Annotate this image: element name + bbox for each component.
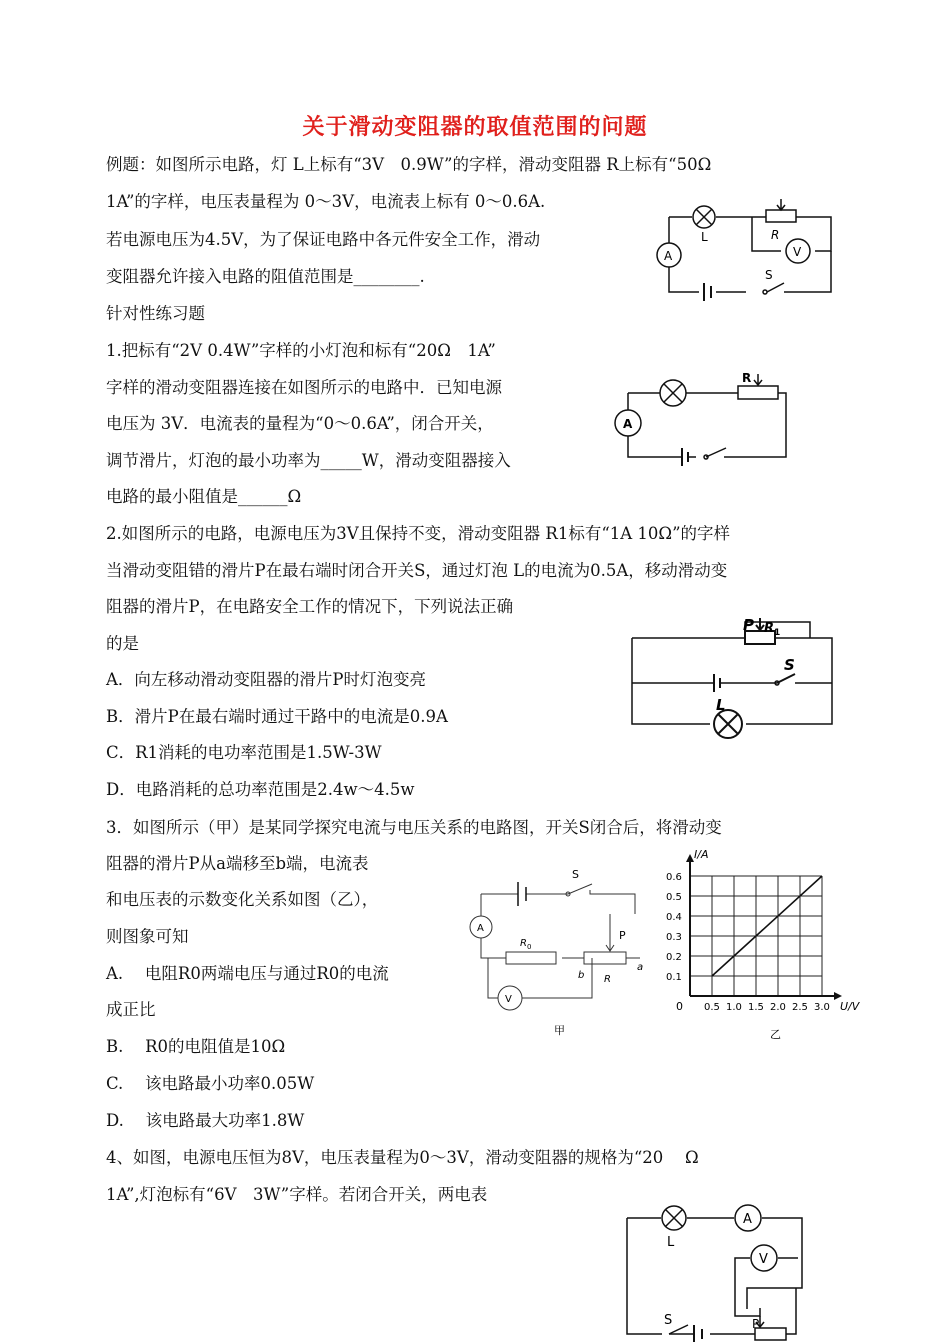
- text-line: 4、如图，电源电压恒为8V，电压表量程为0～3V，滑动变阻器的规格为“20 Ω: [106, 1148, 699, 1167]
- text-line: 3．如图所示（甲）是某同学探究电流与电压关系的电路图，开关S闭合后，将滑动变: [106, 818, 722, 837]
- y-tick-label: 0.5: [666, 892, 682, 903]
- text-line: 1.把标有“2V 0.4W”字样的小灯泡和标有“20Ω 1A”: [106, 341, 496, 360]
- lamp-label: L: [701, 230, 708, 244]
- slider-arrow-icon: [606, 914, 614, 951]
- slider-label: P: [743, 616, 754, 634]
- text-line: 1A”,灯泡标有“6V 3W”字样。若闭合开关，两电表: [106, 1185, 488, 1204]
- option-a: A．向左移动滑动变阻器的滑片P时灯泡变亮: [106, 670, 427, 689]
- text-line: 和电压表的示数变化关系如图（乙），: [106, 890, 379, 909]
- resistor-label: R: [520, 938, 527, 949]
- rheostat-label: R: [764, 621, 775, 636]
- y-tick-label: 0.6: [666, 872, 682, 883]
- lamp-icon: [662, 1206, 686, 1230]
- rheostat-label: R: [604, 974, 611, 985]
- text-line: 调节滑片，灯泡的最小功率为_____W，滑动变阻器接入: [106, 451, 511, 470]
- option-c: C．R1消耗的电功率范围是1.5W-3W: [106, 743, 382, 762]
- switch-label: S: [664, 1313, 673, 1328]
- slider-label: P: [752, 1317, 760, 1331]
- battery-icon: [714, 674, 720, 692]
- option-c: C. 该电路最小功率0.05W: [106, 1074, 315, 1093]
- ammeter-label: A: [743, 1212, 752, 1227]
- text-line: 成正比: [106, 1000, 156, 1019]
- x-tick-label: 1.0: [726, 1002, 742, 1013]
- x-axis-arrow-icon: [834, 992, 842, 1000]
- option-d: D. 该电路最大功率1.8W: [106, 1111, 305, 1130]
- x-axis-label: U/V: [840, 1000, 860, 1013]
- end-a-label: a: [637, 962, 644, 973]
- origin-label: 0: [676, 1000, 683, 1013]
- rheostat-icon: [738, 386, 778, 399]
- y-axis-label: I/A: [694, 848, 709, 861]
- voltmeter-label: V: [793, 245, 802, 259]
- x-tick-label: 0.5: [704, 1002, 720, 1013]
- voltmeter-label: V: [759, 1252, 768, 1267]
- section-heading: 针对性练习题: [106, 304, 205, 323]
- switch-label: S: [784, 656, 795, 674]
- ammeter-label: A: [623, 417, 633, 431]
- x-tick-label: 2.0: [770, 1002, 786, 1013]
- text-line: 1A”的字样，电压表量程为 0～3V，电流表上标有 0～0.6A.: [106, 192, 546, 211]
- option-d: D．电路消耗的总功率范围是2.4w～4.5w: [106, 780, 415, 799]
- text-line: 例题：如图所示电路，灯 L上标有“3V 0.9W”的字样，滑动变阻器 R上标有“50Ω: [106, 155, 712, 174]
- switch-icon: [566, 884, 592, 896]
- y-tick-label: 0.2: [666, 952, 682, 963]
- text-line: 则图象可知: [106, 927, 189, 946]
- lamp-label: L: [667, 1235, 675, 1250]
- x-tick-label: 2.5: [792, 1002, 808, 1013]
- text-line: 2.如图所示的电路，电源电压为3V且保持不变，滑动变阻器 R1标有“1A 10Ω”的字样: [106, 524, 731, 543]
- x-tick-label: 3.0: [814, 1002, 830, 1013]
- circuit-diagram-3: [620, 612, 845, 747]
- text-line: 阻器的滑片P，在电路安全工作的情况下，下列说法正确: [106, 597, 514, 616]
- text-line: 的是: [106, 634, 139, 653]
- figure-caption: 乙: [770, 1028, 781, 1041]
- circuit-diagram-4: [470, 862, 660, 1042]
- switch-icon: [706, 448, 726, 457]
- switch-icon: [777, 674, 795, 683]
- switch-label: S: [572, 868, 579, 881]
- slider-arrow-icon: [777, 199, 785, 210]
- y-tick-label: 0.3: [666, 932, 682, 943]
- ammeter-label: A: [477, 923, 484, 934]
- x-tick-labels: [704, 1002, 830, 1013]
- circuit-diagram-1: [650, 195, 850, 305]
- battery-icon: [518, 882, 526, 906]
- battery-icon: [694, 1325, 702, 1342]
- slider-arrow-icon: [754, 374, 762, 385]
- current-voltage-graph: [660, 848, 860, 1048]
- lamp-icon: [660, 380, 686, 406]
- slider-label: P: [619, 929, 626, 942]
- voltmeter-label: V: [505, 994, 512, 1005]
- rheostat-icon: [755, 1328, 786, 1340]
- option-a: A. 电阻R0两端电压与通过R0的电流: [106, 964, 389, 983]
- circuit-diagram-6: [620, 1204, 820, 1342]
- text-line: 当滑动变阻错的滑片P在最右端时闭合开关S，通过灯泡 L的电流为0.5A，移动滑动变: [106, 561, 728, 580]
- lamp-label: L: [716, 696, 726, 714]
- rheostat-icon: [584, 952, 626, 964]
- circuit-diagram-2: [608, 372, 798, 467]
- text-line: 变阻器允许接入电路的阻值范围是________.: [106, 267, 425, 286]
- rheostat-icon: [766, 210, 796, 222]
- text-line: 字样的滑动变阻器连接在如图所示的电路中．已知电源: [106, 378, 502, 397]
- text-line: 电压为 3V．电流表的量程为“0～0.6A”，闭合开关，: [106, 414, 494, 433]
- end-b-label: b: [578, 970, 585, 981]
- resistor-icon: [506, 952, 556, 964]
- lamp-icon: [693, 206, 715, 228]
- text-line: 若电源电压为4.5V，为了保证电路中各元件安全工作，滑动: [106, 230, 541, 249]
- text-line: 阻器的滑片P从a端移至b端，电流表: [106, 854, 369, 873]
- rheostat-subscript: 1: [774, 628, 781, 638]
- y-tick-labels: [666, 872, 682, 983]
- slider-arrow-icon: [756, 618, 764, 630]
- y-axis-arrow-icon: [686, 854, 694, 862]
- rheostat-label: R: [771, 228, 780, 242]
- option-b: B．滑片P在最右端时通过干路中的电流是0.9A: [106, 707, 448, 726]
- ammeter-label: A: [664, 249, 673, 263]
- battery-icon: [704, 283, 711, 301]
- y-tick-label: 0.1: [666, 972, 682, 983]
- option-b: B. R0的电阻值是10Ω: [106, 1037, 286, 1056]
- switch-icon: [763, 290, 767, 294]
- resistor-subscript: 0: [527, 943, 532, 951]
- battery-icon: [682, 448, 688, 466]
- lamp-icon: [714, 710, 742, 738]
- rheostat-label: R: [742, 371, 752, 385]
- figure-caption: 甲: [554, 1024, 565, 1037]
- series-line: [712, 876, 822, 976]
- x-tick-label: 1.5: [748, 1002, 764, 1013]
- y-tick-label: 0.4: [666, 912, 682, 923]
- text-line: 电路的最小阻值是______Ω: [106, 487, 302, 506]
- page-title: 关于滑动变阻器的取值范围的问题: [302, 115, 648, 140]
- switch-label: S: [765, 268, 773, 282]
